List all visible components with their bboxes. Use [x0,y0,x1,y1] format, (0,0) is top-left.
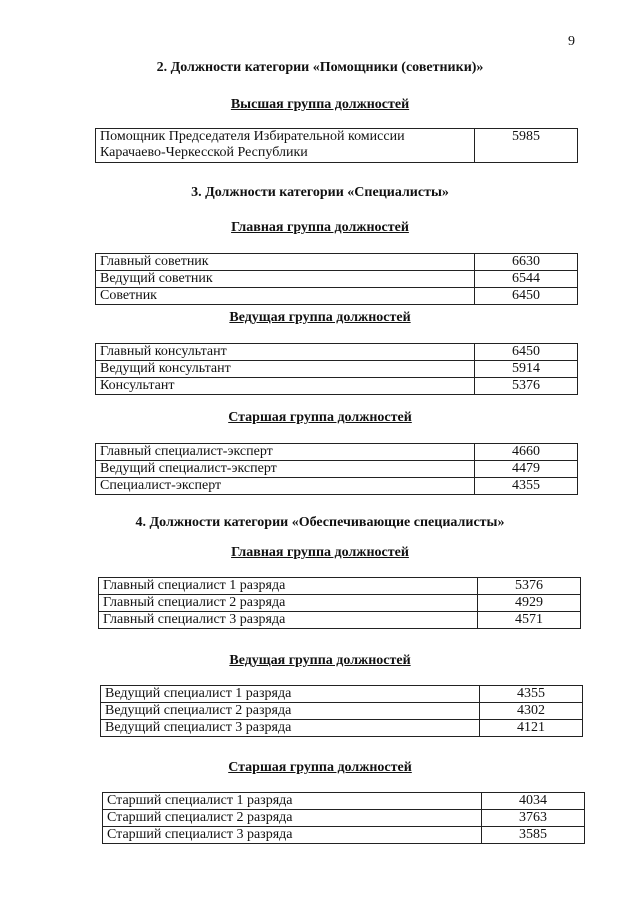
salary-table-support-leading [100,685,583,737]
salary-cell: 5985 [475,129,578,163]
salary-cell: 4479 [475,461,578,478]
salary-cell: 6450 [475,344,578,361]
table-row [99,578,581,595]
salary-cell: 6544 [475,271,578,288]
table-row [99,595,581,612]
page-number: 9 [568,34,575,49]
salary-cell: 6630 [475,254,578,271]
table-row [103,810,585,827]
salary-table-specialists-main [95,253,578,305]
position-cell: Ведущий советник [96,271,475,288]
table-row [96,444,578,461]
position-cell: Ведущий специалист 1 разряда [101,686,480,703]
table-row [96,378,578,395]
salary-cell: 5376 [475,378,578,395]
salary-cell: 4355 [480,686,583,703]
salary-cell: 4121 [480,720,583,737]
salary-cell: 5376 [478,578,581,595]
salary-cell: 4302 [480,703,583,720]
salary-table-support-senior [102,792,585,844]
salary-table-support-main [98,577,581,629]
group-title-highest: Высшая группа должностей [230,97,410,112]
salary-cell: 4929 [478,595,581,612]
group-title-senior: Старшая группа должностей [228,410,412,425]
salary-cell: 4571 [478,612,581,629]
position-cell: Ведущий консультант [96,361,475,378]
position-cell: Главный специалист 2 разряда [99,595,478,612]
section-title-specialists: 3. Должности категории «Специалисты» [191,185,449,200]
position-cell: Главный специалист 1 разряда [99,578,478,595]
table-row [99,612,581,629]
table-row [96,271,578,288]
position-cell: Главный специалист-эксперт [96,444,475,461]
salary-table-specialists-senior [95,443,578,495]
group-title-leading: Ведущая группа должностей [229,310,411,325]
table-row [101,720,583,737]
group-title-senior: Старшая группа должностей [228,760,412,775]
position-cell: Старший специалист 3 разряда [103,827,482,844]
table-row [96,344,578,361]
position-cell: Старший специалист 2 разряда [103,810,482,827]
salary-table-assistants-highest [95,128,578,163]
group-title-main: Главная группа должностей [231,220,409,235]
position-cell: Главный советник [96,254,475,271]
group-title-leading: Ведущая группа должностей [229,653,411,668]
position-cell: Помощник Председателя Избирательной комиссии Карачаево-Черкесской Республики [96,129,475,163]
table-row [96,478,578,495]
table-row [96,129,578,163]
position-cell: Ведущий специалист 2 разряда [101,703,480,720]
section-title-assistants: 2. Должности категории «Помощники (советники)» [156,60,484,75]
table-row [96,288,578,305]
salary-cell: 4034 [482,793,585,810]
position-cell: Специалист-эксперт [96,478,475,495]
salary-cell: 3763 [482,810,585,827]
position-cell: Ведущий специалист 3 разряда [101,720,480,737]
position-cell: Ведущий специалист-эксперт [96,461,475,478]
table-row [103,827,585,844]
salary-cell: 5914 [475,361,578,378]
section-title-support-specialists: 4. Должности категории «Обеспечивающие специалисты» [135,515,505,530]
table-row [101,703,583,720]
table-row [96,461,578,478]
group-title-main: Главная группа должностей [231,545,409,560]
salary-cell: 4660 [475,444,578,461]
salary-cell: 6450 [475,288,578,305]
table-row [103,793,585,810]
position-cell: Консультант [96,378,475,395]
position-cell: Главный специалист 3 разряда [99,612,478,629]
position-cell: Старший специалист 1 разряда [103,793,482,810]
salary-cell: 4355 [475,478,578,495]
position-cell: Советник [96,288,475,305]
salary-cell: 3585 [482,827,585,844]
table-row [101,686,583,703]
salary-table-specialists-leading [95,343,578,395]
table-row [96,254,578,271]
position-cell: Главный консультант [96,344,475,361]
table-row [96,361,578,378]
